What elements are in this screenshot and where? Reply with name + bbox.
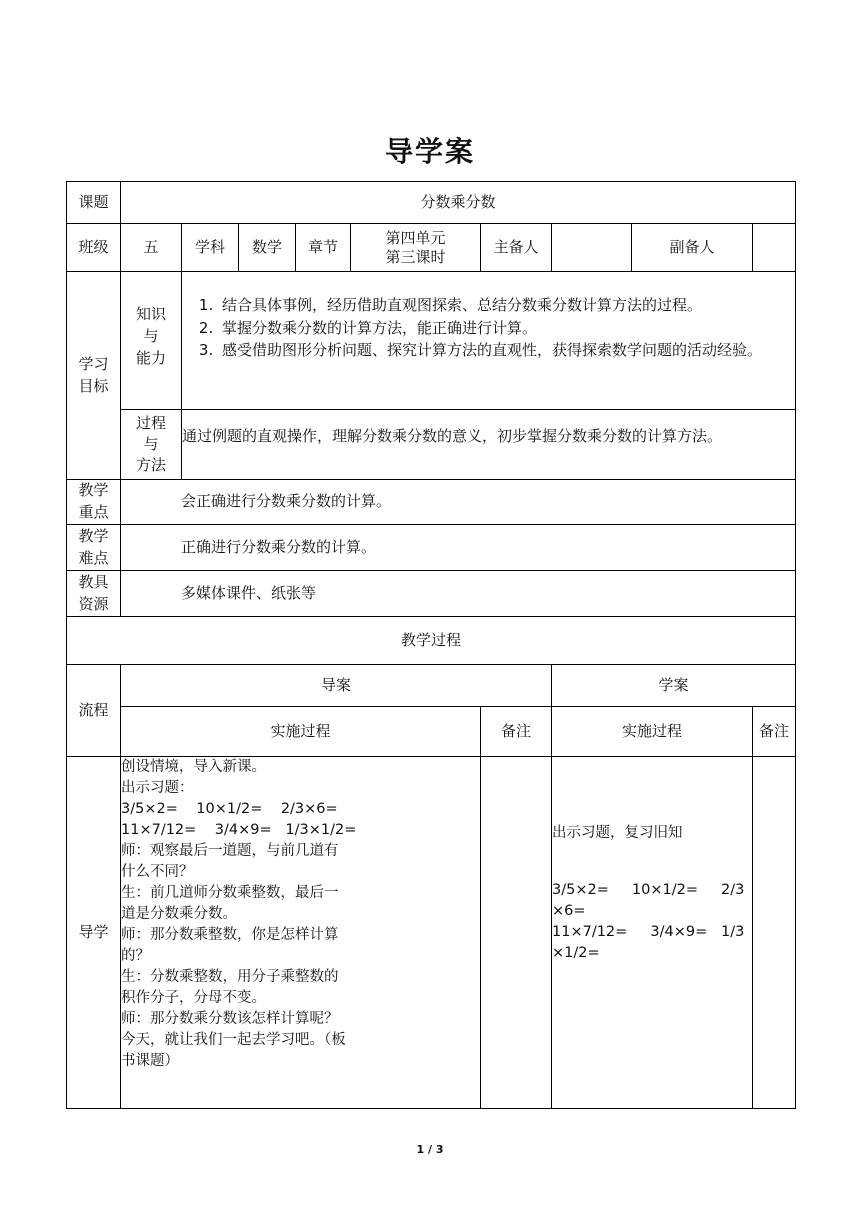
flow-label: 流程 (67, 665, 121, 757)
chapter-line-1: 第四单元 (385, 228, 446, 247)
guide-line: 积作分子，分母不变。 (121, 990, 266, 1007)
chapter-value (351, 224, 481, 272)
process-method-label-line-2: 与 (143, 435, 159, 453)
study-implement-header: 实施过程 (552, 707, 753, 757)
guide-implementation (121, 757, 481, 1109)
resources-text: 多媒体课件、纸张等 (121, 571, 796, 617)
objectives-label (67, 272, 121, 480)
study-line: 3/5×2= 10×1/2= 2/3 (552, 882, 745, 899)
study-line: 11×7/12= 3/4×9= 1/3 (552, 924, 745, 941)
knowledge-label-line-2: 与 (143, 326, 159, 345)
process-method-label-line-1: 过程 (135, 414, 166, 432)
chapter-label: 章节 (296, 224, 351, 272)
key-point-label-line-2: 重点 (78, 503, 109, 521)
guide-line: 书课题） (121, 1053, 179, 1070)
guide-line: 3/5×2= 10×1/2= 2/3×6= (121, 801, 338, 818)
process-header: 教学过程 (67, 617, 796, 665)
objectives-label-line-1: 学习 (78, 354, 109, 373)
knowledge-goal-list (182, 294, 795, 362)
study-line: ×6= (552, 903, 586, 920)
study-notes-header: 备注 (753, 707, 796, 757)
knowledge-goal-item: 3. 感受借助图形分析问题、探究计算方法的直观性，获得探索数学问题的活动经验。 (218, 339, 789, 362)
key-point-text: 会正确进行分数乘分数的计算。 (121, 480, 796, 525)
study-notes (753, 757, 796, 1109)
guide-line: 师：那分数乘整数，你是怎样计算 (121, 927, 339, 944)
lead-preparer-value (552, 224, 632, 272)
key-point-label (67, 480, 121, 525)
knowledge-goals (182, 272, 796, 410)
guide-line: 创设情境，导入新课。 (121, 759, 266, 775)
knowledge-label-line-3: 能力 (135, 348, 166, 367)
guide-implement-header: 实施过程 (121, 707, 481, 757)
chapter-line-2: 第三课时 (385, 247, 446, 266)
guide-notes-header: 备注 (481, 707, 552, 757)
guide-line: 生：前几道师分数乘整数，最后一 (121, 885, 339, 902)
guide-line: 师：那分数乘分数该怎样计算呢？ (121, 1011, 339, 1028)
guide-line: 今天，就让我们一起去学习吧。（板 (121, 1032, 346, 1049)
guide-line: 师：观察最后一道题，与前几道有 (121, 843, 339, 860)
resources-label-line-1: 教具 (78, 572, 109, 591)
resources-label (67, 571, 121, 617)
guide-notes (481, 757, 552, 1109)
class-label: 班级 (67, 224, 121, 272)
process-method-text: 通过例题的直观操作，理解分数乘分数的意义，初步掌握分数乘分数的计算方法。 (182, 410, 796, 480)
topic-value: 分数乘分数 (121, 182, 796, 224)
page-title: 导学案 (384, 135, 475, 168)
study-implementation (552, 757, 753, 1109)
difficulty-label-line-1: 教学 (78, 526, 109, 545)
study-intro: 出示习题，复习旧知 (552, 825, 683, 841)
assistant-preparer-value (753, 224, 796, 272)
guide-line: 11×7/12= 3/4×9= 1/3×1/2= (121, 822, 357, 839)
study-line: ×1/2= (552, 945, 600, 962)
difficulty-text: 正确进行分数乘分数的计算。 (121, 525, 796, 571)
page-number: 1 / 3 (416, 1143, 444, 1156)
lead-preparer-label: 主备人 (481, 224, 552, 272)
process-method-label-line-3: 方法 (135, 456, 166, 474)
guide-line: 道是分数乘分数。 (121, 906, 237, 923)
knowledge-goal-item: 2. 掌握分数乘分数的计算方法，能正确进行计算。 (218, 317, 789, 340)
subject-value: 数学 (239, 224, 296, 272)
study-exercises (552, 880, 752, 964)
subject-label: 学科 (182, 224, 239, 272)
objectives-label-line-2: 目标 (78, 376, 109, 395)
knowledge-label (121, 272, 182, 410)
process-method-label (121, 410, 182, 480)
guide-line: 的？ (121, 948, 150, 965)
knowledge-goal-item: 1. 结合具体事例，经历借助直观图探索、总结分数乘分数计算方法的过程。 (218, 294, 789, 317)
difficulty-label-line-2: 难点 (78, 548, 109, 567)
resources-label-line-2: 资源 (78, 594, 109, 613)
topic-label: 课题 (67, 182, 121, 224)
assistant-preparer-label: 副备人 (632, 224, 753, 272)
guide-line: 生：分数乘整数，用分子乘整数的 (121, 969, 339, 986)
guide-line: 什么不同？ (121, 864, 194, 881)
class-value: 五 (121, 224, 182, 272)
knowledge-label-line-1: 知识 (135, 305, 166, 323)
guide-header: 导案 (121, 665, 552, 707)
key-point-label-line-1: 教学 (78, 481, 109, 500)
lesson-plan-table (66, 181, 796, 1109)
stage-label: 导学 (67, 757, 121, 1109)
guide-line: 出示习题： (121, 780, 194, 797)
difficulty-label (67, 525, 121, 571)
study-header: 学案 (552, 665, 796, 707)
